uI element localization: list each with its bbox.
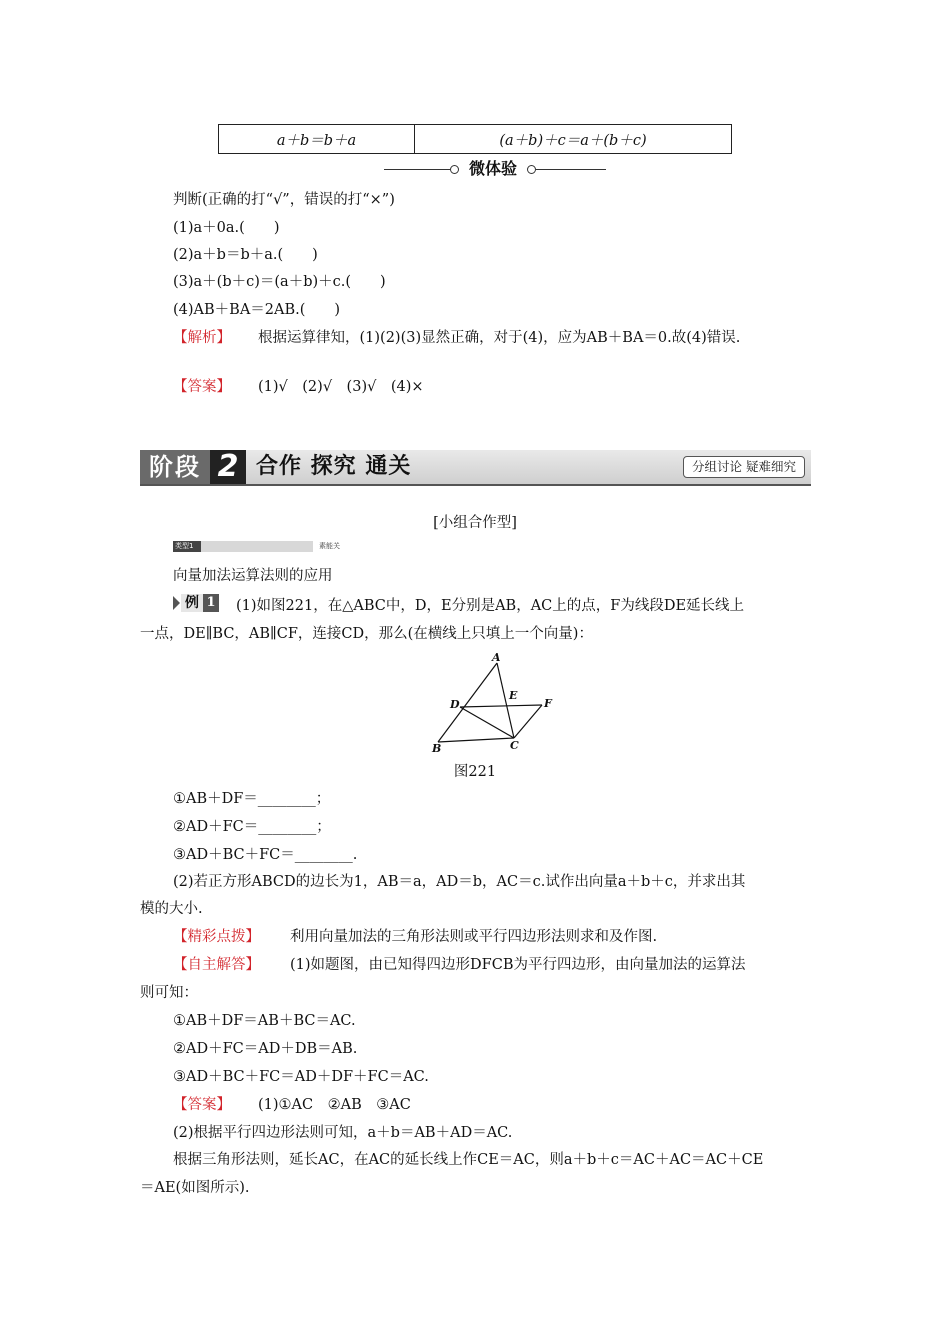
analysis-label: 【解析】 — [173, 330, 231, 346]
figure-221 — [424, 650, 564, 760]
judge-answer-label: 【答案】 — [173, 379, 231, 395]
stage-number: 2 — [210, 450, 246, 484]
stage-banner — [140, 450, 811, 486]
blank-1: ①AB＋DF＝________； — [173, 791, 331, 807]
solution-p3-line1: 根据三角形法则，延长AC，在AC的延长线上作CE＝AC，则a＋b＋c＝AC＋AC＝AC＋CE — [173, 1152, 764, 1168]
type-bar-left: 类型1 — [175, 542, 194, 550]
example-p1-line2: 一点，DE∥BC，AB∥CF，连接CD，那么(在横线上只填上一个向量)： — [140, 626, 593, 642]
label-c: C — [510, 739, 519, 752]
analysis-text: 根据运算律知，(1)(2)(3)显然正确，对于(4)，应为AB＋BA＝0.故(4)错误. — [258, 330, 741, 346]
rule-dot-right — [527, 165, 536, 174]
judge-item-2: (2)a＋b＝b＋a.( ) — [173, 247, 318, 263]
edge-cd — [460, 707, 514, 738]
solution-p2: (2)根据平行四边形法则可知，a＋b＝AB＋AD＝AC. — [173, 1125, 513, 1141]
edge-ab — [438, 663, 497, 742]
solution-p3-line2: ＝AE(如图所示). — [140, 1180, 250, 1196]
solution-answer-text: (1)①AC ②AB ③AC — [258, 1097, 411, 1113]
judge-item-1: (1)a＋0a.( ) — [173, 220, 280, 236]
rule-dot-left — [450, 165, 459, 174]
edge-cf — [514, 705, 542, 738]
judge-answer-text: (1)√ (2)√ (3)√ (4)× — [258, 379, 424, 395]
blank-2: ②AD＋FC＝________； — [173, 819, 331, 835]
blank-3: ③AD＋BC＋FC＝________. — [173, 847, 358, 863]
example-badge — [173, 594, 221, 612]
stage-title: 合作 探究 通关 — [256, 454, 412, 479]
judge-item-4: (4)AB＋BA＝2AB.( ) — [173, 302, 341, 318]
solution-line2: 则可知： — [140, 985, 198, 1001]
micro-heading-rule — [384, 159, 606, 179]
law-table — [218, 124, 732, 154]
hint-text: 利用向量加法的三角形法则或平行四边形法则求和及作图. — [290, 929, 658, 945]
solution-step-3: ③AD＋BC＋FC＝AD＋DF＋FC＝AC. — [173, 1069, 429, 1085]
associative-law: (a＋b)＋c＝a＋(b＋c) — [499, 132, 647, 149]
section-title: 向量加法运算法则的应用 — [173, 568, 333, 584]
judge-intro: 判断(正确的打“√”，错误的打“×”) — [173, 192, 395, 208]
figure-caption: 图221 — [453, 764, 497, 780]
stage-tag: 分组讨论 疑难细究 — [683, 456, 805, 478]
label-a: A — [492, 651, 501, 664]
label-f: F — [544, 697, 552, 710]
edge-bc — [438, 738, 514, 742]
example-p1-line1: (1)如图221，在△ABC中，D，E分别是AB，AC上的点，F为线段DE延长线上 — [236, 598, 745, 614]
group-type: [小组合作型] — [433, 515, 517, 531]
solution-step-1: ①AB＋DF＝AB＋BC＝AC. — [173, 1013, 356, 1029]
label-d: D — [450, 698, 460, 711]
example-p2-line1: (2)若正方形ABCD的边长为1，AB＝a，AD＝b，AC＝c.试作出向量a＋b＋c，并求出其 — [173, 874, 746, 890]
solution-label: 【自主解答】 — [173, 957, 260, 973]
solution-line1: (1)如题图，由已知得四边形DFCB为平行四边形，由向量加法的运算法 — [290, 957, 746, 973]
edge-df — [460, 705, 542, 707]
example-number: 1 — [203, 594, 219, 612]
judge-item-3: (3)a＋(b＋c)＝(a＋b)＋c.( ) — [173, 274, 386, 290]
example-p2-line2: 模的大小. — [140, 901, 203, 917]
micro-heading: 微体验 — [468, 159, 517, 178]
commutative-law: a＋b＝b＋a — [219, 125, 415, 153]
example-label: 例 — [181, 594, 203, 612]
rule-left — [384, 169, 450, 170]
hint-label: 【精彩点拨】 — [173, 929, 260, 945]
label-b: B — [432, 742, 442, 755]
type-bar-right: 素能关 — [319, 542, 340, 550]
label-e: E — [509, 689, 518, 702]
example-arrow-icon — [173, 596, 180, 610]
type-bar — [173, 541, 343, 552]
stage-label: 阶段 — [140, 450, 210, 484]
solution-answer-label: 【答案】 — [173, 1097, 231, 1113]
rule-right — [536, 169, 606, 170]
solution-step-2: ②AD＋FC＝AD＋DB＝AB. — [173, 1041, 358, 1057]
